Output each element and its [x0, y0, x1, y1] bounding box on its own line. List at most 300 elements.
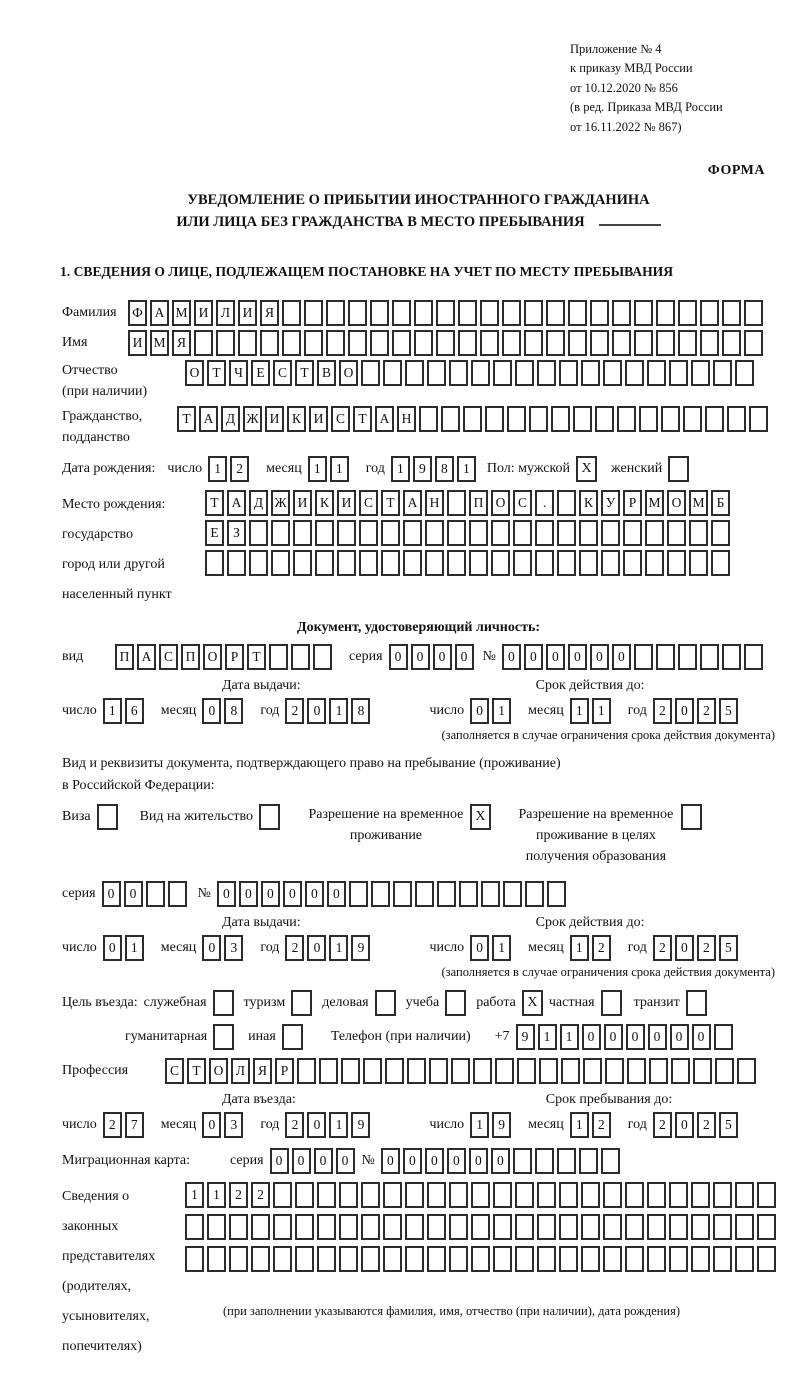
char-box[interactable]	[403, 520, 422, 546]
char-box[interactable]	[471, 1214, 490, 1240]
char-box[interactable]: Ч	[229, 360, 248, 386]
char-box[interactable]	[634, 300, 653, 326]
char-box[interactable]	[678, 300, 697, 326]
char-box[interactable]: И	[309, 406, 328, 432]
char-box[interactable]: 8	[224, 698, 243, 724]
migr-series-boxes[interactable]	[270, 1148, 358, 1174]
char-box[interactable]: 0	[648, 1024, 667, 1050]
doc-issue-year-boxes[interactable]	[285, 698, 373, 724]
birth-place-boxes-2[interactable]	[205, 520, 733, 546]
char-box[interactable]	[463, 406, 482, 432]
char-box[interactable]	[645, 550, 664, 576]
char-box[interactable]: О	[339, 360, 358, 386]
char-box[interactable]: 2	[592, 935, 611, 961]
char-box[interactable]	[205, 550, 224, 576]
char-box[interactable]	[735, 1246, 754, 1272]
char-box[interactable]	[546, 330, 565, 356]
char-box[interactable]: И	[293, 490, 312, 516]
char-box[interactable]: 0	[261, 881, 280, 907]
char-box[interactable]	[370, 300, 389, 326]
char-box[interactable]	[525, 881, 544, 907]
char-box[interactable]	[419, 406, 438, 432]
residence-permit-checkbox[interactable]	[259, 804, 280, 830]
char-box[interactable]	[339, 1182, 358, 1208]
char-box[interactable]	[458, 300, 477, 326]
char-box[interactable]: И	[337, 490, 356, 516]
char-box[interactable]	[349, 881, 368, 907]
char-box[interactable]: 1	[308, 456, 327, 482]
char-box[interactable]	[493, 1214, 512, 1240]
char-box[interactable]	[515, 1182, 534, 1208]
purpose-official-checkbox[interactable]	[213, 990, 234, 1016]
char-box[interactable]	[515, 1214, 534, 1240]
char-box[interactable]: 0	[389, 644, 408, 670]
char-box[interactable]	[691, 360, 710, 386]
char-box[interactable]	[551, 406, 570, 432]
char-box[interactable]	[229, 1246, 248, 1272]
char-box[interactable]	[271, 520, 290, 546]
char-box[interactable]	[405, 360, 424, 386]
char-box[interactable]: С	[331, 406, 350, 432]
char-box[interactable]	[381, 550, 400, 576]
char-box[interactable]	[656, 644, 675, 670]
char-box[interactable]	[485, 406, 504, 432]
char-box[interactable]	[447, 520, 466, 546]
char-box[interactable]	[625, 360, 644, 386]
char-box[interactable]: Т	[205, 490, 224, 516]
char-box[interactable]	[722, 300, 741, 326]
char-box[interactable]	[647, 1182, 666, 1208]
char-box[interactable]: 2	[697, 698, 716, 724]
char-box[interactable]	[361, 1214, 380, 1240]
char-box[interactable]: 0	[590, 644, 609, 670]
char-box[interactable]: 1	[329, 698, 348, 724]
char-box[interactable]	[449, 1246, 468, 1272]
char-box[interactable]: 0	[692, 1024, 711, 1050]
char-box[interactable]: 0	[604, 1024, 623, 1050]
char-box[interactable]: С	[513, 490, 532, 516]
char-box[interactable]	[744, 644, 763, 670]
purpose-tourism-checkbox[interactable]	[291, 990, 312, 1016]
char-box[interactable]	[656, 300, 675, 326]
char-box[interactable]	[691, 1246, 710, 1272]
char-box[interactable]: Я	[260, 300, 279, 326]
representatives-boxes-1[interactable]	[185, 1182, 779, 1208]
char-box[interactable]	[146, 881, 165, 907]
char-box[interactable]: О	[209, 1058, 228, 1084]
char-box[interactable]: 0	[307, 698, 326, 724]
char-box[interactable]	[194, 330, 213, 356]
char-box[interactable]: 9	[351, 1112, 370, 1138]
char-box[interactable]: Ф	[128, 300, 147, 326]
char-box[interactable]: 0	[202, 935, 221, 961]
char-box[interactable]	[458, 330, 477, 356]
char-box[interactable]	[405, 1214, 424, 1240]
char-box[interactable]	[515, 1246, 534, 1272]
char-box[interactable]: 0	[524, 644, 543, 670]
char-box[interactable]	[535, 520, 554, 546]
char-box[interactable]: А	[403, 490, 422, 516]
char-box[interactable]	[537, 360, 556, 386]
char-box[interactable]: 2	[251, 1182, 270, 1208]
char-box[interactable]	[385, 1058, 404, 1084]
char-box[interactable]	[524, 300, 543, 326]
char-box[interactable]: 1	[329, 1112, 348, 1138]
char-box[interactable]: Р	[225, 644, 244, 670]
char-box[interactable]: 2	[285, 935, 304, 961]
char-box[interactable]	[326, 330, 345, 356]
char-box[interactable]	[547, 881, 566, 907]
char-box[interactable]: 1	[330, 456, 349, 482]
entry-month-boxes[interactable]	[202, 1112, 246, 1138]
char-box[interactable]	[634, 330, 653, 356]
char-box[interactable]: 0	[103, 935, 122, 961]
char-box[interactable]	[414, 330, 433, 356]
char-box[interactable]: 1	[329, 935, 348, 961]
char-box[interactable]	[359, 520, 378, 546]
char-box[interactable]: 1	[125, 935, 144, 961]
char-box[interactable]	[535, 1148, 554, 1174]
char-box[interactable]	[744, 330, 763, 356]
char-box[interactable]	[295, 1246, 314, 1272]
char-box[interactable]	[513, 1148, 532, 1174]
char-box[interactable]: 0	[381, 1148, 400, 1174]
permit-exp-year-boxes[interactable]	[653, 935, 741, 961]
char-box[interactable]	[700, 300, 719, 326]
char-box[interactable]	[559, 1214, 578, 1240]
char-box[interactable]: 2	[103, 1112, 122, 1138]
char-box[interactable]	[537, 1214, 556, 1240]
char-box[interactable]: 2	[285, 1112, 304, 1138]
birth-year-boxes[interactable]	[391, 456, 479, 482]
permit-issue-year-boxes[interactable]	[285, 935, 373, 961]
char-box[interactable]	[669, 1246, 688, 1272]
char-box[interactable]	[612, 330, 631, 356]
permit-number-boxes[interactable]	[217, 881, 569, 907]
char-box[interactable]: В	[317, 360, 336, 386]
char-box[interactable]: 0	[124, 881, 143, 907]
char-box[interactable]	[727, 406, 746, 432]
char-box[interactable]	[238, 330, 257, 356]
char-box[interactable]: Л	[231, 1058, 250, 1084]
char-box[interactable]: И	[194, 300, 213, 326]
char-box[interactable]: Т	[187, 1058, 206, 1084]
char-box[interactable]	[469, 520, 488, 546]
char-box[interactable]: 1	[207, 1182, 226, 1208]
char-box[interactable]: 0	[546, 644, 565, 670]
char-box[interactable]: 0	[327, 881, 346, 907]
char-box[interactable]	[649, 1058, 668, 1084]
char-box[interactable]: М	[150, 330, 169, 356]
char-box[interactable]: 0	[675, 1112, 694, 1138]
char-box[interactable]	[437, 881, 456, 907]
char-box[interactable]	[683, 406, 702, 432]
char-box[interactable]	[601, 1148, 620, 1174]
char-box[interactable]: 1	[492, 698, 511, 724]
char-box[interactable]	[557, 550, 576, 576]
char-box[interactable]	[689, 550, 708, 576]
char-box[interactable]	[647, 1214, 666, 1240]
char-box[interactable]: 2	[653, 1112, 672, 1138]
char-box[interactable]	[678, 644, 697, 670]
char-box[interactable]	[713, 360, 732, 386]
char-box[interactable]	[361, 360, 380, 386]
sex-female-checkbox[interactable]	[668, 456, 689, 482]
char-box[interactable]: Т	[353, 406, 372, 432]
doc-issue-month-boxes[interactable]	[202, 698, 246, 724]
char-box[interactable]: 2	[697, 935, 716, 961]
char-box[interactable]	[661, 406, 680, 432]
char-box[interactable]	[546, 300, 565, 326]
char-box[interactable]: 0	[202, 1112, 221, 1138]
char-box[interactable]: 0	[670, 1024, 689, 1050]
char-box[interactable]: 0	[612, 644, 631, 670]
char-box[interactable]: Я	[172, 330, 191, 356]
char-box[interactable]	[361, 1246, 380, 1272]
char-box[interactable]	[557, 490, 576, 516]
doc-issue-day-boxes[interactable]	[103, 698, 147, 724]
purpose-other-checkbox[interactable]	[282, 1024, 303, 1050]
char-box[interactable]: 2	[229, 1182, 248, 1208]
stay-year-boxes[interactable]	[653, 1112, 741, 1138]
char-box[interactable]	[491, 520, 510, 546]
char-box[interactable]: 2	[285, 698, 304, 724]
char-box[interactable]	[427, 360, 446, 386]
char-box[interactable]	[293, 520, 312, 546]
char-box[interactable]: И	[238, 300, 257, 326]
char-box[interactable]	[315, 520, 334, 546]
char-box[interactable]	[251, 1214, 270, 1240]
char-box[interactable]	[471, 360, 490, 386]
char-box[interactable]	[249, 520, 268, 546]
char-box[interactable]	[407, 1058, 426, 1084]
char-box[interactable]: Ж	[271, 490, 290, 516]
char-box[interactable]: 0	[626, 1024, 645, 1050]
char-box[interactable]	[713, 1246, 732, 1272]
char-box[interactable]	[529, 406, 548, 432]
char-box[interactable]: 1	[538, 1024, 557, 1050]
char-box[interactable]	[515, 360, 534, 386]
char-box[interactable]	[667, 550, 686, 576]
char-box[interactable]: 9	[351, 935, 370, 961]
char-box[interactable]	[304, 330, 323, 356]
char-box[interactable]: О	[491, 490, 510, 516]
char-box[interactable]	[581, 1214, 600, 1240]
char-box[interactable]	[427, 1246, 446, 1272]
char-box[interactable]	[291, 644, 310, 670]
char-box[interactable]	[269, 644, 288, 670]
char-box[interactable]	[415, 881, 434, 907]
char-box[interactable]	[559, 360, 578, 386]
char-box[interactable]: 0	[305, 881, 324, 907]
char-box[interactable]: 0	[470, 698, 489, 724]
char-box[interactable]	[427, 1182, 446, 1208]
char-box[interactable]: З	[227, 520, 246, 546]
char-box[interactable]	[427, 1214, 446, 1240]
char-box[interactable]	[715, 1058, 734, 1084]
char-box[interactable]: 1	[103, 698, 122, 724]
char-box[interactable]: 0	[568, 644, 587, 670]
char-box[interactable]: 2	[653, 935, 672, 961]
char-box[interactable]	[568, 300, 587, 326]
char-box[interactable]	[480, 300, 499, 326]
char-box[interactable]	[207, 1214, 226, 1240]
doc-exp-day-boxes[interactable]	[470, 698, 514, 724]
char-box[interactable]: С	[359, 490, 378, 516]
char-box[interactable]: 0	[675, 698, 694, 724]
permit-issue-day-boxes[interactable]	[103, 935, 147, 961]
char-box[interactable]: М	[689, 490, 708, 516]
doc-exp-year-boxes[interactable]	[653, 698, 741, 724]
char-box[interactable]	[625, 1214, 644, 1240]
char-box[interactable]	[671, 1058, 690, 1084]
char-box[interactable]	[337, 520, 356, 546]
char-box[interactable]	[383, 360, 402, 386]
char-box[interactable]: 0	[470, 935, 489, 961]
char-box[interactable]	[735, 1182, 754, 1208]
char-box[interactable]	[735, 1214, 754, 1240]
char-box[interactable]	[271, 550, 290, 576]
char-box[interactable]: 1	[570, 1112, 589, 1138]
char-box[interactable]	[436, 330, 455, 356]
char-box[interactable]	[339, 1214, 358, 1240]
char-box[interactable]	[491, 550, 510, 576]
sex-male-checkbox[interactable]: X	[576, 456, 597, 482]
char-box[interactable]: К	[315, 490, 334, 516]
char-box[interactable]: А	[227, 490, 246, 516]
representatives-boxes-2[interactable]	[185, 1214, 779, 1240]
char-box[interactable]: Д	[249, 490, 268, 516]
char-box[interactable]: 1	[391, 456, 410, 482]
char-box[interactable]	[449, 1214, 468, 1240]
char-box[interactable]: 0	[469, 1148, 488, 1174]
char-box[interactable]: 0	[239, 881, 258, 907]
char-box[interactable]	[625, 1182, 644, 1208]
char-box[interactable]	[216, 330, 235, 356]
char-box[interactable]	[304, 300, 323, 326]
char-box[interactable]: 0	[411, 644, 430, 670]
char-box[interactable]	[405, 1246, 424, 1272]
char-box[interactable]: И	[128, 330, 147, 356]
char-box[interactable]: А	[150, 300, 169, 326]
doc-series-boxes[interactable]	[389, 644, 477, 670]
char-box[interactable]	[735, 360, 754, 386]
char-box[interactable]	[557, 520, 576, 546]
char-box[interactable]: Т	[295, 360, 314, 386]
char-box[interactable]: 0	[102, 881, 121, 907]
birth-place-boxes-3[interactable]	[205, 550, 733, 576]
char-box[interactable]	[348, 330, 367, 356]
char-box[interactable]: 8	[351, 698, 370, 724]
char-box[interactable]	[371, 881, 390, 907]
temp-residence-checkbox[interactable]: X	[470, 804, 491, 830]
char-box[interactable]: 0	[202, 698, 221, 724]
char-box[interactable]: 0	[292, 1148, 311, 1174]
migr-number-boxes[interactable]	[381, 1148, 623, 1174]
char-box[interactable]: 0	[307, 1112, 326, 1138]
char-box[interactable]: 0	[455, 644, 474, 670]
char-box[interactable]	[623, 550, 642, 576]
char-box[interactable]	[557, 1148, 576, 1174]
char-box[interactable]	[425, 550, 444, 576]
char-box[interactable]	[573, 406, 592, 432]
char-box[interactable]	[480, 330, 499, 356]
char-box[interactable]	[581, 1182, 600, 1208]
char-box[interactable]: 0	[283, 881, 302, 907]
char-box[interactable]: 1	[470, 1112, 489, 1138]
char-box[interactable]: 0	[307, 935, 326, 961]
char-box[interactable]	[524, 330, 543, 356]
char-box[interactable]	[639, 406, 658, 432]
purpose-business-checkbox[interactable]	[375, 990, 396, 1016]
char-box[interactable]: 0	[403, 1148, 422, 1174]
char-box[interactable]	[669, 1182, 688, 1208]
char-box[interactable]	[319, 1058, 338, 1084]
char-box[interactable]	[273, 1214, 292, 1240]
char-box[interactable]	[517, 1058, 536, 1084]
char-box[interactable]: 9	[516, 1024, 535, 1050]
char-box[interactable]: Т	[381, 490, 400, 516]
char-box[interactable]	[647, 360, 666, 386]
char-box[interactable]: 1	[570, 698, 589, 724]
char-box[interactable]	[603, 1246, 622, 1272]
char-box[interactable]	[370, 330, 389, 356]
char-box[interactable]: И	[265, 406, 284, 432]
char-box[interactable]	[722, 644, 741, 670]
char-box[interactable]: 0	[270, 1148, 289, 1174]
char-box[interactable]	[603, 360, 622, 386]
char-box[interactable]	[678, 330, 697, 356]
char-box[interactable]: П	[181, 644, 200, 670]
char-box[interactable]: 8	[435, 456, 454, 482]
char-box[interactable]: 0	[502, 644, 521, 670]
char-box[interactable]	[227, 550, 246, 576]
char-box[interactable]: 1	[570, 935, 589, 961]
char-box[interactable]	[337, 550, 356, 576]
char-box[interactable]	[383, 1182, 402, 1208]
char-box[interactable]: К	[287, 406, 306, 432]
char-box[interactable]	[361, 1182, 380, 1208]
char-box[interactable]	[713, 1214, 732, 1240]
birth-day-boxes[interactable]	[208, 456, 252, 482]
purpose-private-checkbox[interactable]	[601, 990, 622, 1016]
char-box[interactable]: 9	[492, 1112, 511, 1138]
char-box[interactable]	[502, 330, 521, 356]
char-box[interactable]	[392, 300, 411, 326]
permit-series-boxes[interactable]	[102, 881, 190, 907]
char-box[interactable]	[449, 360, 468, 386]
char-box[interactable]	[603, 1214, 622, 1240]
char-box[interactable]	[317, 1246, 336, 1272]
char-box[interactable]: 0	[447, 1148, 466, 1174]
doc-kind-boxes[interactable]	[115, 644, 335, 670]
char-box[interactable]	[757, 1214, 776, 1240]
char-box[interactable]: Т	[177, 406, 196, 432]
char-box[interactable]	[537, 1182, 556, 1208]
char-box[interactable]	[513, 550, 532, 576]
char-box[interactable]	[447, 550, 466, 576]
entry-day-boxes[interactable]	[103, 1112, 147, 1138]
phone-boxes[interactable]	[516, 1024, 736, 1050]
char-box[interactable]: Н	[397, 406, 416, 432]
char-box[interactable]: 3	[224, 935, 243, 961]
char-box[interactable]	[251, 1246, 270, 1272]
char-box[interactable]	[381, 520, 400, 546]
char-box[interactable]: 2	[653, 698, 672, 724]
char-box[interactable]	[601, 550, 620, 576]
char-box[interactable]	[481, 881, 500, 907]
char-box[interactable]	[229, 1214, 248, 1240]
